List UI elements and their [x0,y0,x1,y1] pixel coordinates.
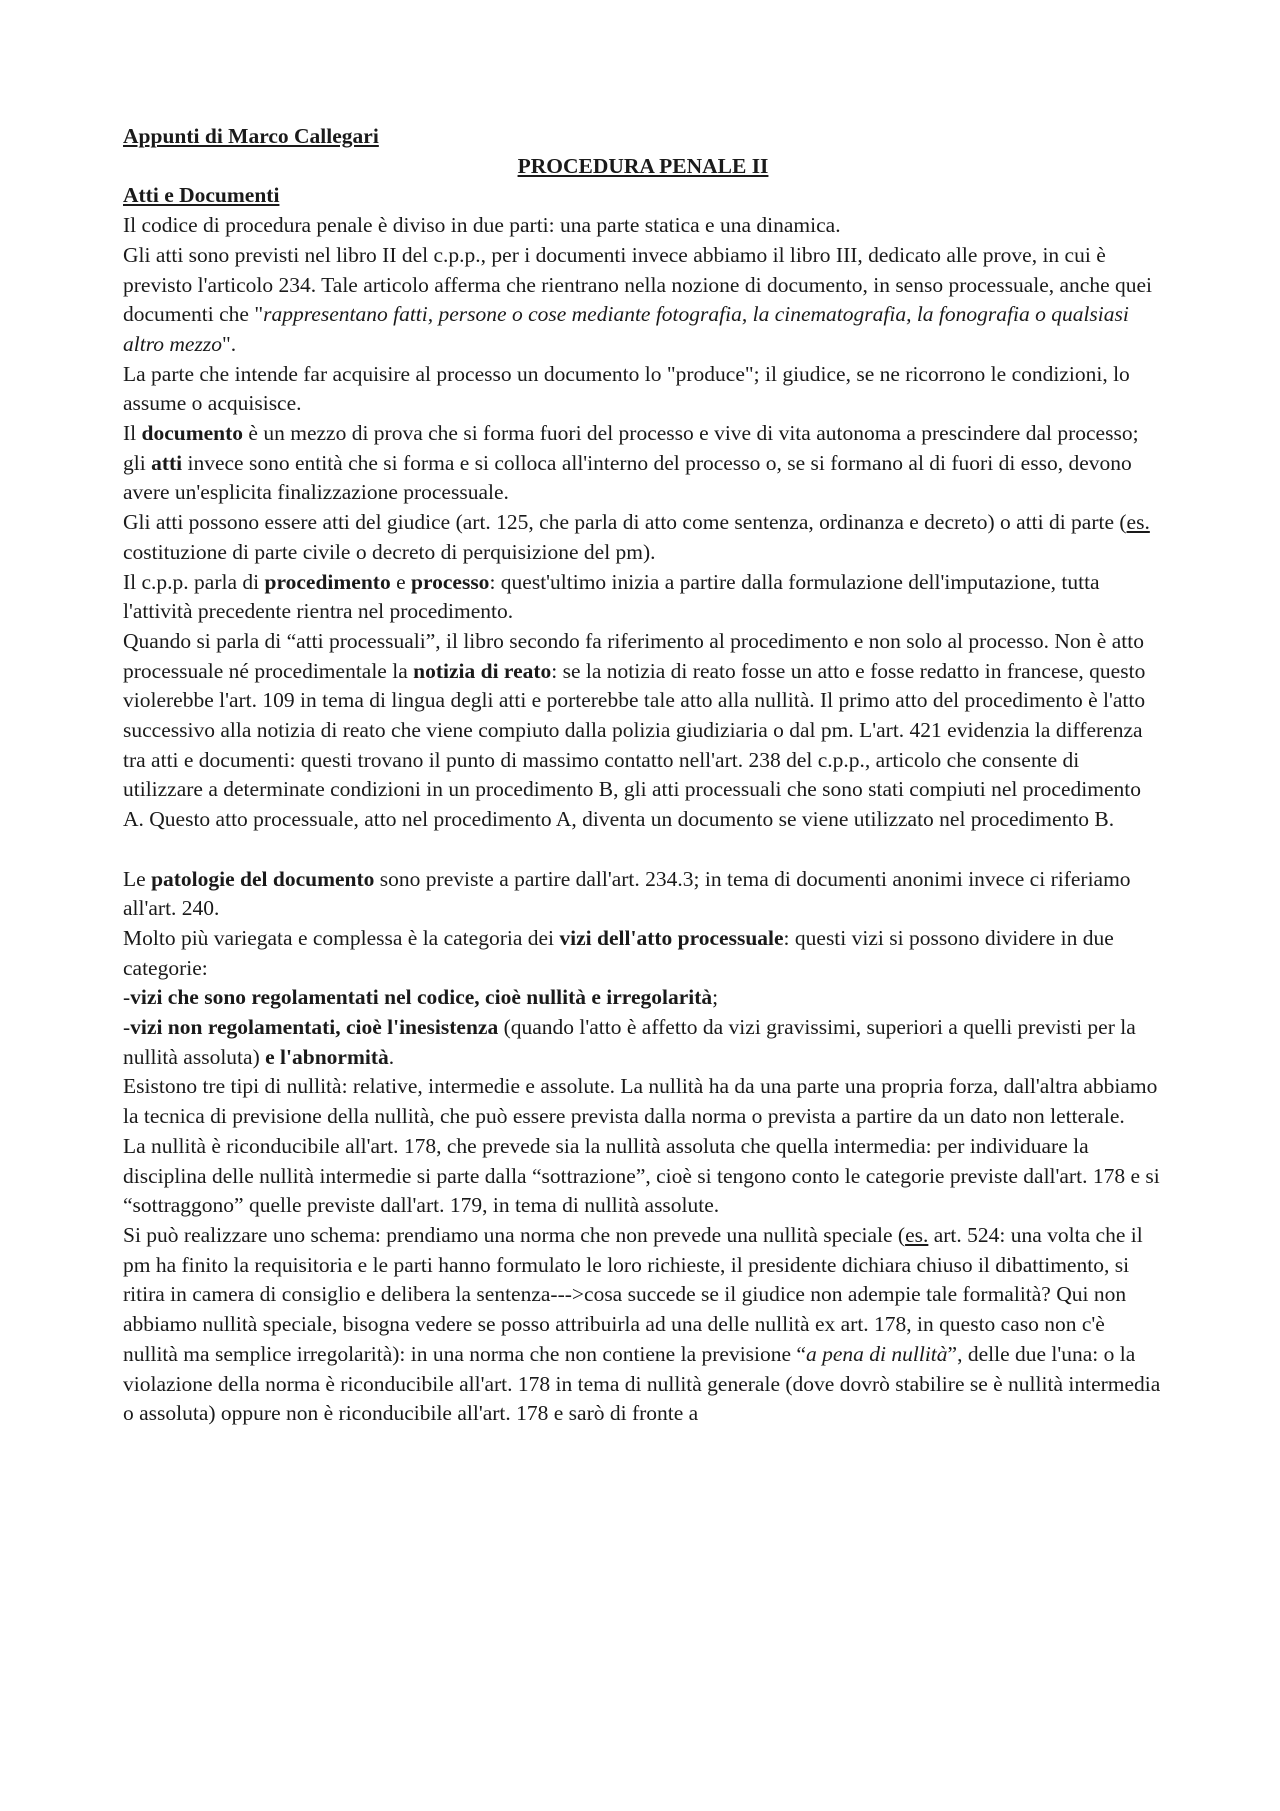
bold-term: e l'abnormità [265,1044,389,1069]
italic-quote: rappresentano fatti, persone o cose mediante fotografia, la cinematografia, la fonografia o qualsiasi altro mezzo [123,302,1129,356]
text-run: Quando si parla di “atti processuali”, il libro secondo fa riferimento al procedimento e non solo al processo. Non è atto processuale né procedimentale la [123,628,1144,683]
text-run: e [390,569,411,594]
text-run: costituzione di parte civile o decreto di perquisizione del pm). [123,539,656,564]
text-run: Il [123,421,142,446]
paragraph-6 [123,568,1163,627]
paragraph-7 [123,627,1163,835]
bold-term: vizi dell'atto processuale [559,925,784,950]
text-run: Le [123,866,152,891]
text-run: : quest'ultimo inizia a partire dalla formulazione dell'imputazione, tutta l'attività precedente rientra nel procedimento. [123,569,1100,624]
paragraph-spacer [123,835,1163,865]
author-heading: Appunti di Marco Callegari [123,124,379,148]
text-run: Si può realizzare uno schema: prendiamo una norma che non prevede una nullità speciale ( [123,1223,906,1247]
paragraph-2 [123,241,1163,360]
text-run: sono previste a partire dall'art. 234.3; in tema di documenti anonimi invece ci riferiamo all'art. 240. [123,866,1131,921]
text-run: (quando l'atto è affetto da vizi gravissimi, superiori a quelli previsti per la nullità assoluta) [123,1015,1136,1069]
bold-term: patologie del documento [151,866,375,891]
text-run: ”, delle due l'una: o la violazione della norma è riconducibile all'art. 178 in tema di nullità generale (dove dovrò stabilire se è nullità intermedia o assoluta) oppure non è riconducibile all'art. 178 e sarò di fronte a [123,1341,1161,1426]
underlined-abbrev: es. [1126,510,1150,535]
text-run: Gli atti sono previsti nel libro II del c.p.p., per i documenti invece abbiamo il libro III, dedicato alle prove, in cui è previsto l'articolo 234. Tale articolo afferma che rientrano nella nozione di documento, in senso processuale, anche quei documenti che " [123,242,1153,327]
list-item-2 [123,1013,1163,1072]
text-run: art. 524: una volta che il pm ha finito la requisitoria e le parti hanno formulato le loro richieste, il presidente dichiara chiuso il dibattimento, si ritira in camera di consiglio e delibera la sentenza--->cosa succede se il giudice non adempie tale formalità? Qui non abbiamo nullità speciale, bisogna vedere se posso attribuirla ad una delle nullità ex art. 178, in questo caso non c'è nullità ma semplice irregolarità): in una norma che non contiene la previsione “ [123,1223,1143,1366]
paragraph-9 [123,924,1163,983]
text-run: Molto più variegata e complessa è la categoria dei [123,925,560,950]
list-item-1 [123,983,1163,1013]
bold-term: procedimento [264,569,391,594]
text-run: : se la notizia di reato fosse un atto e fosse redatto in francese, questo violerebbe l'art. 109 in tema di lingua degli atti e porterebbe tale atto alla nullità. Il primo atto del procedimento è l'atto successivo alla notizia di reato che viene compiuto dalla polizia giudiziaria o dal pm. L'art. 421 evidenzia la differenza tra atti e documenti: questi trovano il punto di massimo contatto nell'art. 238 del c.p.p., articolo che consente di utilizzare a determinate condizioni in un procedimento B, gli atti processuali che sono stati compiuti nel procedimento A. Questo atto processuale, atto nel procedimento A, diventa un documento se viene utilizzato nel procedimento B. [123,658,1146,832]
paragraph-3: La parte che intende far acquisire al processo un documento lo "produce"; il giudice, se ne ricorrono le condizioni, lo assume o acquisisce. [123,361,1130,416]
paragraph-5 [123,508,1163,567]
underlined-abbrev: es. [905,1223,929,1247]
text-run: invece sono entità che si forma e si colloca all'interno del processo o, se si formano al di fuori di esso, devono avere un'esplicita finalizzazione processuale. [123,450,1132,505]
bold-term: processo [411,569,490,594]
document-page [123,122,1163,1429]
bold-term: vizi non regolamentati, cioè l'inesistenza [130,1015,499,1040]
bold-term: atti [151,450,183,475]
section-heading: Atti e Documenti [123,183,280,208]
paragraph-12 [123,1221,1163,1429]
paragraph-4 [123,419,1163,508]
text-run: Il c.p.p. parla di [123,569,265,594]
text-run: ; [712,985,719,1010]
paragraph-10: Esistono tre tipi di nullità: relative, intermedie e assolute. La nullità ha da una parte una propria forza, dall'altra abbiamo la tecnica di previsione della nullità, che può essere prevista dalla norma o prevista a partire da un dato non letterale. [123,1074,1158,1129]
text-run: ". [221,331,237,356]
paragraph-11: La nullità è riconducibile all'art. 178, che prevede sia la nullità assoluta che quella intermedia: per individuare la disciplina delle nullità intermedie si parte dalla “sottrazione”, cioè si tengono conto le categorie previste dall'art. 178 e si “sottraggono” quelle previste dall'art. 179, in tema di nullità assolute. [123,1133,1160,1218]
text-run: Gli atti possono essere atti del giudice (art. 125, che parla di atto come sentenza, ordinanza e decreto) o atti di parte ( [123,510,1127,535]
bold-term: notizia di reato [413,658,552,683]
bold-term: documento [141,421,244,446]
document-title: PROCEDURA PENALE II [517,153,769,178]
text-run: : questi vizi si possono dividere in due categorie: [123,925,1114,980]
list-dash: - [123,985,131,1010]
italic-quote: a pena di nullità [805,1341,948,1366]
text-run: . [388,1044,395,1069]
paragraph-8 [123,865,1163,924]
list-dash: - [123,1015,131,1040]
bold-term: vizi che sono regolamentati nel codice, cioè nullità e irregolarità [130,985,713,1010]
paragraph-1: Il codice di procedura penale è diviso in due parti: una parte statica e una dinamica. [123,213,841,238]
text-run: è un mezzo di prova che si forma fuori del processo e vive di vita autonoma a prescindere dal processo; gli [123,421,1139,475]
